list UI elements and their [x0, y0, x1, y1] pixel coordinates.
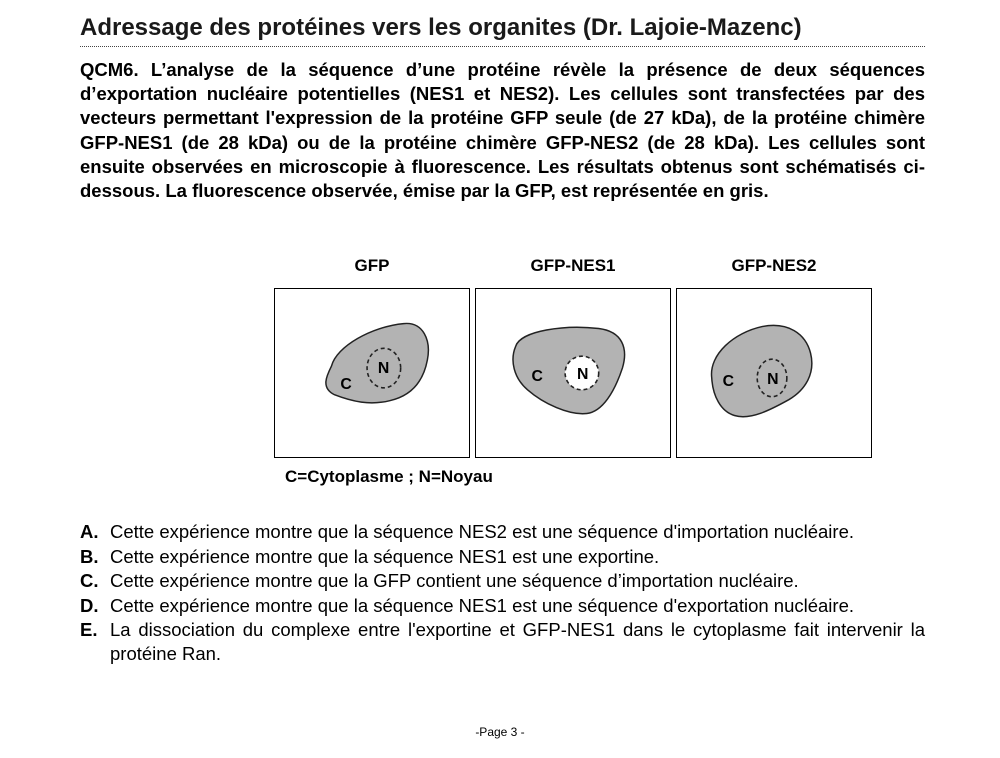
cytoplasm-label: C — [531, 367, 543, 385]
figure-legend: C=Cytoplasme ; N=Noyau — [285, 467, 493, 486]
cytoplasm-label: C — [340, 375, 352, 393]
page-number: -Page 3 - — [475, 725, 525, 739]
option-letter: A. — [80, 521, 99, 542]
cell-diagram-gfp — [275, 289, 469, 457]
answer-options — [80, 520, 925, 666]
option-text: Cette expérience montre que la séquence NES1 est une séquence d'exportation nucléaire. — [110, 594, 855, 616]
option-c[interactable] — [80, 569, 925, 593]
cell-panel-gfp — [274, 288, 470, 458]
option-letter: E. — [80, 619, 98, 640]
option-b[interactable] — [80, 545, 925, 569]
option-letter: C. — [80, 570, 99, 591]
cell-panel-gfp-nes1 — [475, 288, 671, 458]
panel-label-gfp-nes1: GFP-NES1 — [530, 256, 616, 275]
question-label: QCM6. — [80, 59, 139, 80]
panel-label-gfp-nes2: GFP-NES2 — [731, 256, 817, 275]
option-e[interactable] — [80, 618, 925, 665]
option-letter: B. — [80, 545, 99, 567]
cell-diagram-gfp-nes2 — [677, 289, 871, 457]
option-d[interactable] — [80, 594, 925, 618]
option-letter: D. — [80, 594, 99, 616]
cytoplasm-label: C — [722, 372, 735, 390]
nucleus-label: N — [377, 360, 390, 377]
cell-panel-gfp-nes2 — [676, 288, 872, 458]
option-text: La dissociation du complexe entre l'exportine et GFP-NES1 dans le cytoplasme fait intervenir la protéine Ran. — [110, 619, 925, 664]
option-a[interactable] — [80, 520, 925, 544]
question-text — [80, 58, 925, 203]
panel-label-gfp: GFP — [354, 256, 390, 275]
option-text: Cette expérience montre que la GFP contient une séquence d’importation nucléaire. — [110, 570, 799, 591]
page-title: Adressage des protéines vers les organites (Dr. Lajoie-Mazenc) — [80, 14, 925, 47]
question-body: L’analyse de la séquence d’une protéine révèle la présence de deux séquences d’exportation nucléaire potentielles (NES1 et NES2). Les cellules sont transfectées par des vecteurs permettant l'expression de la protéine GFP seule (de 27 kDa), de la protéine chimère GFP-NES1 (de 28 kDa) ou de la protéine chimère GFP-NES2 (de 28 kDa). Les cellules sont ensuite observées en microscopie à fluorescence. Les résultats obtenus sont schématisés ci-dessous. La fluorescence observée, émise par la GFP, est représentée en gris. — [80, 59, 925, 202]
nucleus-label: N — [767, 370, 779, 388]
option-text: Cette expérience montre que la séquence NES1 est une exportine. — [110, 545, 660, 567]
option-text: Cette expérience montre que la séquence NES2 est une séquence d'importation nucléaire. — [110, 521, 854, 542]
nucleus-label: N — [576, 365, 589, 383]
cell-diagram-gfp-nes1 — [476, 289, 670, 457]
